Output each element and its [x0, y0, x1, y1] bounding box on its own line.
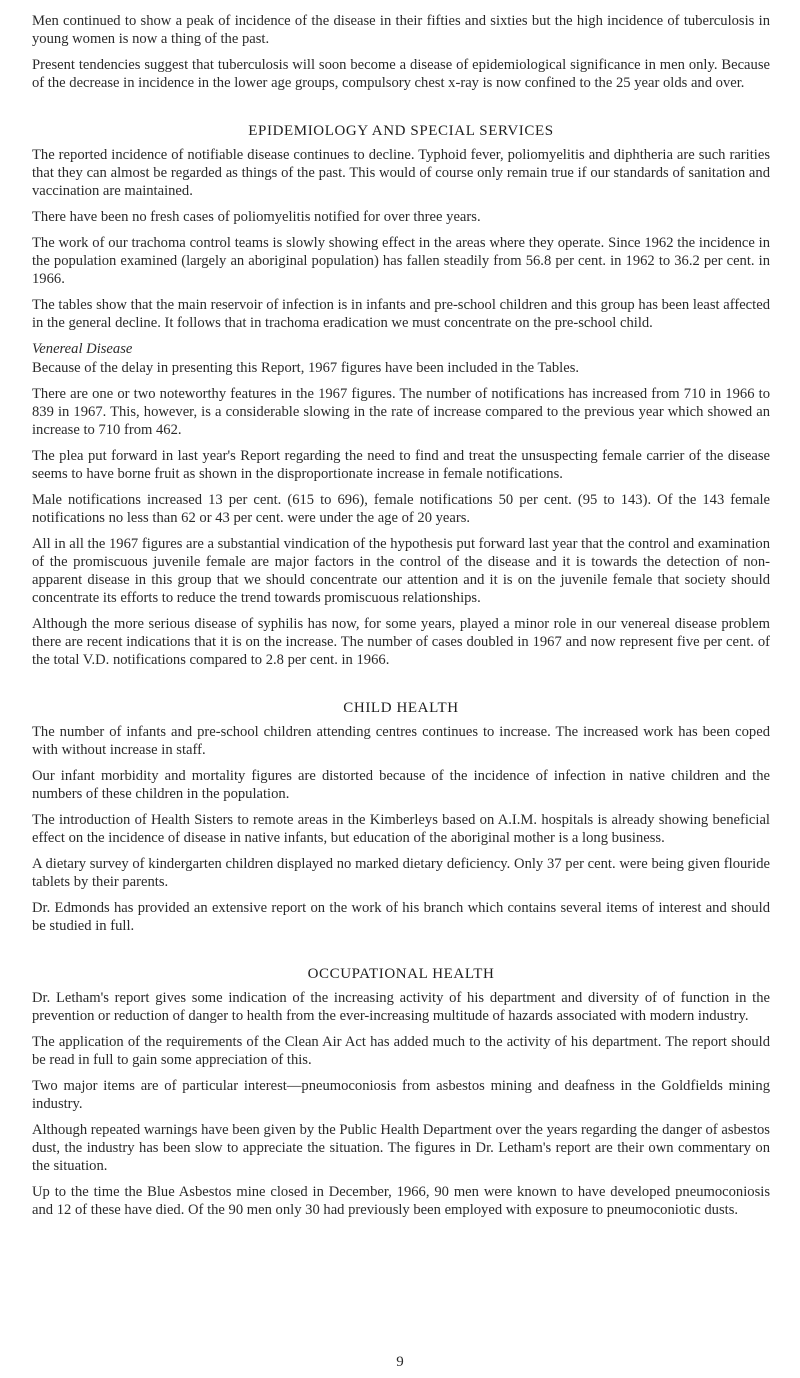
spacer	[32, 100, 770, 122]
paragraph: All in all the 1967 figures are a substantial vindication of the hypothesis put forward last year that the control and examination of the promiscuous juvenile female are major factors in the control of the disease and it is towards the detection of non-apparent disease in this group that we should concentrate our attention and it is on the juvenile female that society should concentrate its efforts to reduce the trend towards promiscuous relationships.	[32, 536, 771, 606]
paragraph: Present tendencies suggest that tuberculosis will soon become a disease of epidemiological significance in men only. Because of the decrease in incidence in the lower age groups, compulsory chest x-ray is now confined to the 25 year olds and over.	[32, 57, 770, 91]
paragraph: A dietary survey of kindergarten children displayed no marked dietary deficiency. Only 37 per cent. were being given flouride tablets by their parents.	[32, 856, 770, 890]
paragraph: Two major items are of particular interest—pneumoconiosis from asbestos mining and deafness in the Goldfields mining industry.	[32, 1078, 770, 1112]
paragraph: There have been no fresh cases of poliomyelitis notified for over three years.	[32, 209, 481, 225]
paragraph: Up to the time the Blue Asbestos mine closed in December, 1966, 90 men were known to have developed pneumoconiosis and 12 of these have died. Of the 90 men only 30 had previously been employed with exposure to pneumoconiotic dusts.	[32, 1184, 770, 1218]
paragraph: There are one or two noteworthy features in the 1967 figures. The number of notifications has increased from 710 in 1966 to 839 in 1967. This, however, is a considerable slowing in the rate of increase compared to the previous year which showed an increase to 710 from 462.	[32, 386, 770, 438]
paragraph: Although the more serious disease of syphilis has now, for some years, played a minor role in our venereal disease problem there are recent indications that it is on the increase. The number of cases doubled in 1967 and now represent five per cent. of the total V.D. notifications compared to 2.8 per cent. in 1966.	[32, 616, 770, 668]
epidemiology-section	[32, 122, 770, 332]
paragraph: Because of the delay in presenting this Report, 1967 figures have been included in the Tables.	[32, 360, 580, 376]
paragraph: Male notifications increased 13 per cent. (615 to 696), female notifications 50 per cent. (95 to 143). Of the 143 female notifications no less than 62 or 43 per cent. were under the age of 20 years.	[32, 492, 770, 526]
spacer	[32, 943, 770, 965]
child-health-section	[32, 699, 770, 935]
paragraph: The reported incidence of notifiable disease continues to decline. Typhoid fever, poliomyelitis and diphtheria are such rarities that they can almost be regarded as things of the past. This would of course only remain true if our standards of sanitation and vaccination are maintained.	[32, 147, 770, 199]
paragraph: The work of our trachoma control teams is slowly showing effect in the areas where they operate. Since 1962 the incidence in the population examined (largely an aboriginal population) has fallen steadily from 56.8 per cent. in 1962 to 36.2 per cent. in 1966.	[32, 235, 770, 287]
paragraph: The tables show that the main reservoir of infection is in infants and pre-school children and this group has been least affected in the general decline. It follows that in trachoma eradication we must concentrate on the pre-school child.	[32, 297, 770, 331]
paragraph: The application of the requirements of the Clean Air Act has added much to the activity of his department. The report should be read in full to gain some appreciation of this.	[32, 1034, 770, 1068]
section-heading: EPIDEMIOLOGY AND SPECIAL SERVICES	[248, 123, 554, 139]
paragraph: Dr. Letham's report gives some indication of the increasing activity of his department and diversity of of function in the prevention or reduction of danger to health from the ever-increasing multitude of hazards associated with modern industry.	[32, 990, 770, 1024]
venereal-disease-section	[32, 340, 770, 669]
subsection-heading: Venereal Disease	[32, 341, 133, 357]
paragraph: Our infant morbidity and mortality figures are distorted because of the incidence of infection in native children and the numbers of these children in the population.	[32, 768, 770, 802]
paragraph: Dr. Edmonds has provided an extensive report on the work of his branch which contains several items of interest and should be studied in full.	[32, 900, 770, 934]
occupational-health-section	[32, 965, 770, 1219]
spacer	[32, 677, 770, 699]
paragraph: Men continued to show a peak of incidence of the disease in their fifties and sixties but the high incidence of tuberculosis in young women is now a thing of the past.	[32, 13, 770, 47]
paragraph: The plea put forward in last year's Report regarding the need to find and treat the unsuspecting female carrier of the disease seems to have borne fruit as shown in the disproportionate increase in female notifications.	[32, 448, 770, 482]
intro-section	[32, 12, 770, 92]
section-heading: OCCUPATIONAL HEALTH	[307, 966, 495, 982]
paragraph: Although repeated warnings have been given by the Public Health Department over the years regarding the danger of asbestos dust, the industry has been slow to appreciate the situation. The figures in Dr. Letham's report are their own commentary on the situation.	[32, 1122, 770, 1174]
paragraph: The number of infants and pre-school children attending centres continues to increase. The increased work has been coped with without increase in staff.	[32, 724, 770, 758]
paragraph: The introduction of Health Sisters to remote areas in the Kimberleys based on A.I.M. hospitals is already showing beneficial effect on the incidence of disease in native infants, but education of the aboriginal mother is a long business.	[32, 812, 770, 846]
page-number: 9	[396, 1354, 404, 1370]
section-heading: CHILD HEALTH	[343, 700, 459, 716]
